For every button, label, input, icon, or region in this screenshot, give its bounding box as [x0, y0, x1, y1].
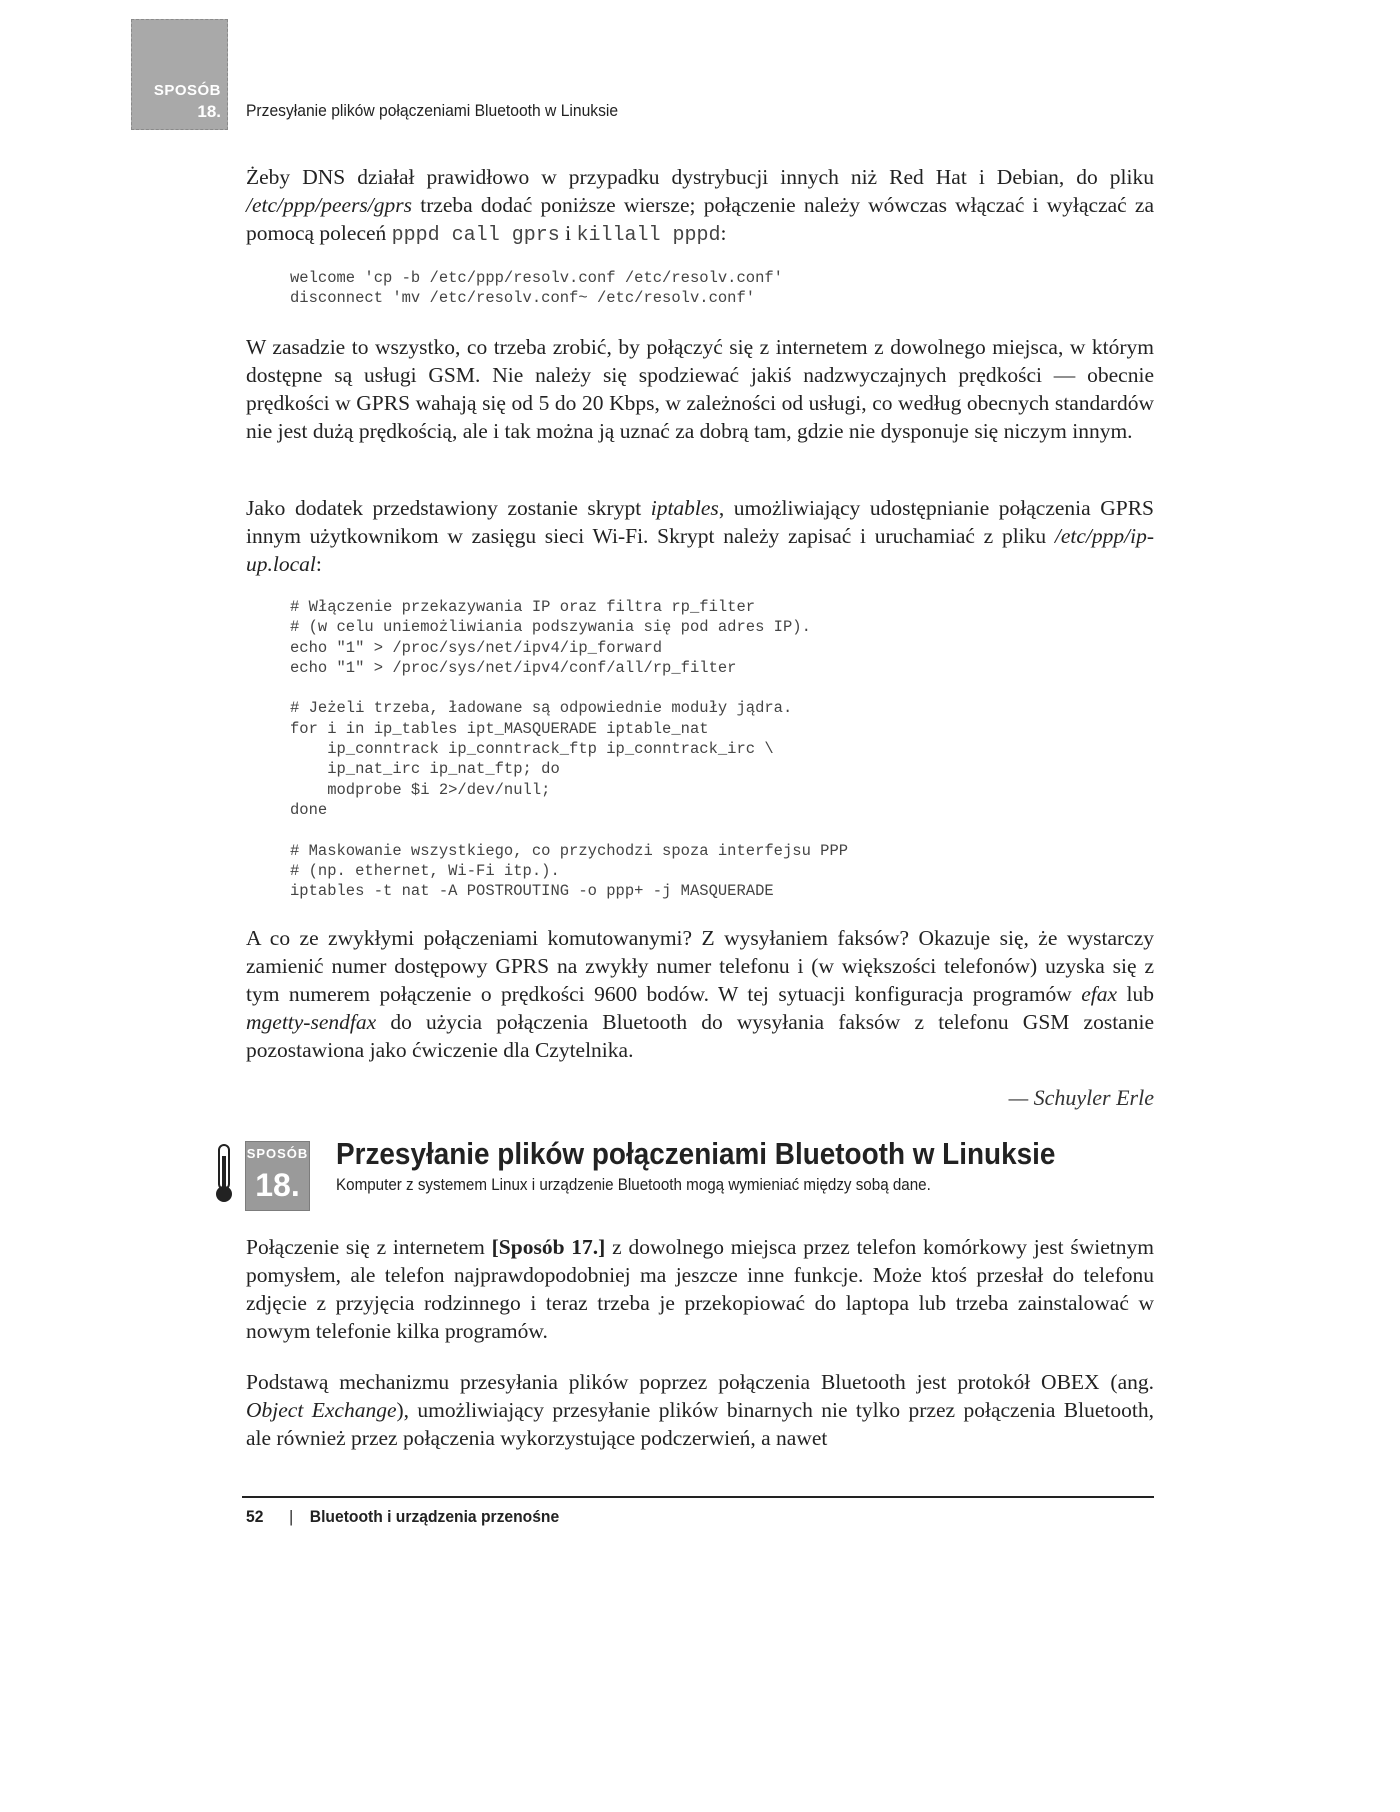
- paragraph-iptables: [246, 494, 1154, 578]
- text: trzeba dodać poniższe wiersze; połączenie należy wówczas włączać i wyłączać za pomocą poleceń: [246, 193, 1154, 245]
- file-path: /etc/ppp/ip-up.local: [246, 524, 1154, 576]
- text: z dowolnego miejsca przez telefon komórkowy jest świetnym pomysłem, ale telefon najprawdopodobniej ma jeszcze inne funkcje. Może ktoś przesłał do telefonu zdjęcie z przyjęcia rodzinnego i teraz trzeba je przekopiować do laptopa lub trzeba zainstalować w nowym telefonie kilka programów.: [246, 1235, 1155, 1343]
- footer-separator: |: [289, 1507, 294, 1526]
- paragraph-intro: [246, 1233, 1154, 1345]
- hack-badge-number: 18.: [255, 1167, 300, 1203]
- text: Połączenie się z internetem: [246, 1235, 492, 1259]
- hack-subtitle: Komputer z systemem Linux i urządzenie Bluetooth mogą wymieniać między sobą dane.: [336, 1176, 931, 1194]
- file-path: /etc/ppp/peers/gprs: [246, 193, 413, 217]
- code-listing: # Włączenie przekazywania IP oraz filtra rp_filter # (w celu uniemożliwiania podszywania się pod adres IP). echo "1" > /proc/sys/net/ipv4/ip_forward echo "1" > /proc/sys/net/ipv4/conf/all/rp_filter # Jeżeli trzeba, ładowane są odpowiednie moduły jądra. for i in ip_tables ipt_MASQUERADE iptable_nat ip_conntrack ip_conntrack_ftp ip_conntrack_irc \ ip_nat_irc ip_nat_ftp; do modprobe $i 2>/dev/null; done # Maskowanie wszystkiego, co przychodzi spoza interfejsu PPP # (np. ethernet, Wi-Fi itp.). iptables -t nat -A POSTROUTING -o ppp+ -j MASQUERADE: [290, 598, 849, 901]
- page-footer: [246, 1507, 559, 1527]
- code-listing: welcome 'cp -b /etc/ppp/resolv.conf /etc/resolv.conf' disconnect 'mv /etc/resolv.conf~ /etc/resolv.conf': [290, 269, 783, 308]
- running-header-label: SPOSÓB: [153, 82, 221, 99]
- hack-badge-label: SPOSÓB: [246, 1146, 309, 1161]
- text: Podstawą mechanizmu przesyłania plików poprzez połączenia Bluetooth jest protokół OBEX (ang.: [246, 1370, 1154, 1394]
- hack-title: Przesyłanie plików połączeniami Bluetooth w Linuksie: [336, 1136, 1056, 1171]
- term: Object Exchange: [246, 1398, 397, 1422]
- hack-badge: [245, 1141, 310, 1211]
- text: , umożliwiający udostępnianie połączenia GPRS innym użytkownikom w zasięgu sieci Wi-Fi. Skrypt należy zapisać i uruchamiać z pliku: [246, 496, 1154, 548]
- paragraph-dns: [246, 163, 1154, 250]
- command: pppd call gprs: [391, 224, 560, 247]
- text: do użycia połączenia Bluetooth do wysyłania faksów z telefonu GSM zostanie pozostawiona jako ćwiczenie dla Czytelnika.: [246, 1010, 1154, 1062]
- cross-reference: [Sposób 17.]: [491, 1235, 606, 1259]
- paragraph-obex: [246, 1368, 1154, 1452]
- running-header-tab: [131, 19, 228, 130]
- command: killall pppd: [576, 224, 721, 247]
- code-block-iptables: [290, 597, 1198, 901]
- page-number: 52: [246, 1507, 264, 1526]
- running-header-title: Przesyłanie plików połączeniami Bluetooth w Linuksie: [246, 101, 619, 120]
- text: ), umożliwiający przesyłanie plików binarnych nie tylko przez połączenia Bluetooth, ale również przez połączenia wykorzystujące podczerwień, a nawet: [246, 1398, 1154, 1450]
- author-attribution: — Schuyler Erle: [1008, 1085, 1154, 1110]
- paragraph-fax: [246, 924, 1154, 1064]
- program-name: efax: [1081, 982, 1118, 1006]
- text: lub: [1117, 982, 1154, 1006]
- text: Żeby DNS działał prawidłowo w przypadku dystrybucji innych niż Red Hat i Debian, do pliku: [246, 165, 1154, 189]
- text: Jako dodatek przedstawiony zostanie skrypt: [246, 496, 651, 520]
- footer-rule: [242, 1496, 1154, 1498]
- paragraph-text: W zasadzie to wszystko, co trzeba zrobić, by połączyć się z internetem z dowolnego miejsca, w którym dostępne są usługi GSM. Nie należy się spodziewać jakiś nadzwyczajnych prędkości — obecnie prędkości w GPRS wahają się od 5 do 20 Kbps, w zależności od usługi, co według obecnych standardów nie jest dużą prędkością, ale i tak można ją uznać za dobrą tam, gdzie nie dysponuje się niczym innym.: [246, 335, 1154, 443]
- paragraph-summary: [246, 333, 1154, 445]
- text: :: [720, 221, 727, 245]
- code-block-dns: [290, 268, 1198, 309]
- text: :: [315, 552, 322, 576]
- chapter-title: Bluetooth i urządzenia przenośne: [309, 1507, 560, 1526]
- tool-name: iptables: [650, 496, 719, 520]
- text: i: [559, 221, 577, 245]
- thermometer-icon: [214, 1144, 234, 1204]
- running-header-number: 18.: [197, 102, 221, 121]
- program-name: mgetty-sendfax: [246, 1010, 377, 1034]
- text: A co ze zwykłymi połączeniami komutowanymi? Z wysyłaniem faksów? Okazuje się, że wystarczy zamienić numer dostępowy GPRS na zwykły numer telefonu i (w większości telefonów) uzyska się z tym numerem połączenie o prędkości 9600 bodów. W tej sytuacji konfiguracja programów: [246, 926, 1154, 1006]
